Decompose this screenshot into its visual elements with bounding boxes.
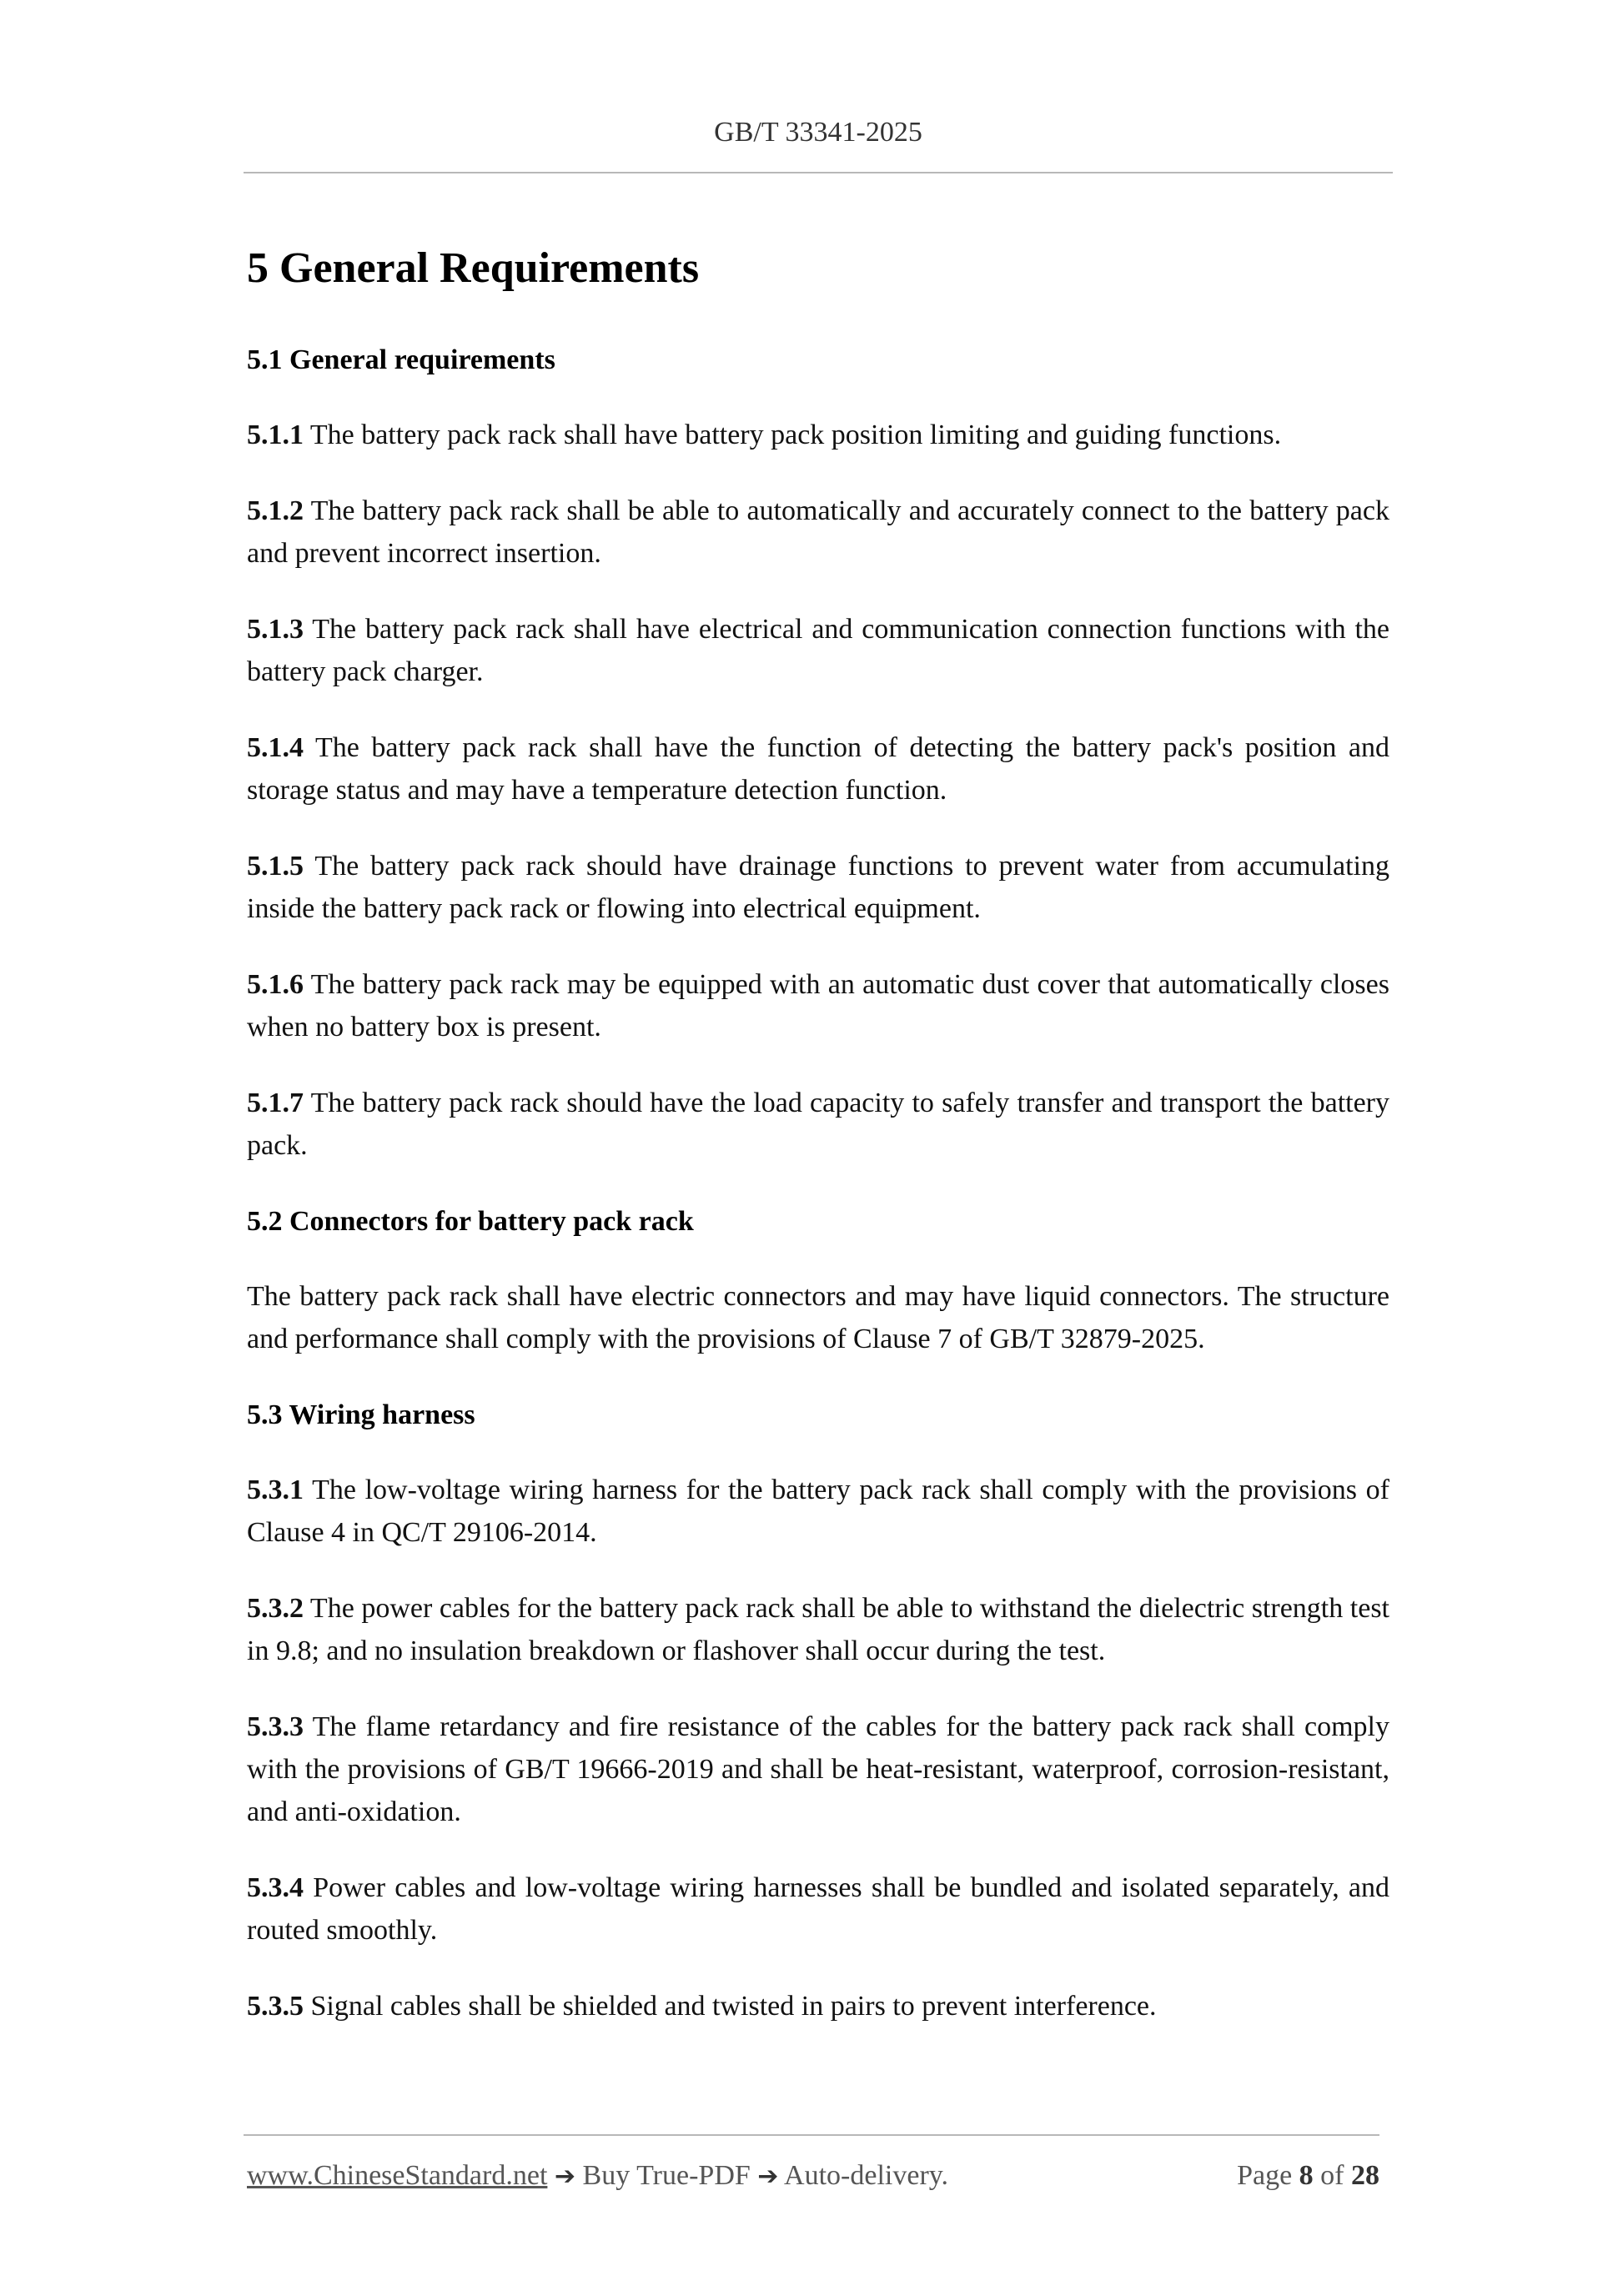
clause-number: 5.1.3 xyxy=(247,614,304,645)
clause-5-3-2 xyxy=(247,1587,1389,1672)
clause-text: The battery pack rack shall have electrical and communication connection functions with the battery pack charger. xyxy=(247,614,1389,687)
clause-5-1-7 xyxy=(247,1082,1389,1167)
page-header: GB/T 33341-2025 xyxy=(714,117,922,148)
page-content xyxy=(247,235,1389,2061)
arrow-right-icon: ➔ xyxy=(757,2162,779,2191)
subsection-heading-5-2: 5.2 Connectors for battery pack rack xyxy=(247,1206,694,1237)
page-number: 8 xyxy=(1299,2160,1314,2191)
clause-text: The flame retardancy and fire resistance of the cables for the battery pack rack shall comply with the provisions of GB/T 19666-2019 and shall be heat-resistant, waterproof, corrosion-resistant, and anti-oxidation. xyxy=(247,1711,1389,1827)
clause-number: 5.3.5 xyxy=(247,1991,304,2022)
footer-promo xyxy=(247,2155,948,2198)
clause-5-1-5 xyxy=(247,845,1389,930)
clause-5-1-4 xyxy=(247,726,1389,811)
clause-number: 5.3.4 xyxy=(247,1872,304,1903)
delivery-text: Auto-delivery. xyxy=(778,2160,949,2191)
clause-5-3-4 xyxy=(247,1866,1389,1952)
of-label: of xyxy=(1313,2160,1351,2191)
clause-number: 5.1.7 xyxy=(247,1088,304,1118)
clause-text: The battery pack rack shall have the function of detecting the battery pack's position and storage status and may have a temperature detection function. xyxy=(247,732,1389,806)
clause-number: 5.3.2 xyxy=(247,1593,304,1624)
clause-5-3-1 xyxy=(247,1469,1389,1554)
clause-text: Signal cables shall be shielded and twisted in pairs to prevent interference. xyxy=(304,1991,1157,2022)
subsection-heading-5-1: 5.1 General requirements xyxy=(247,344,555,375)
clause-5-1-6 xyxy=(247,963,1389,1048)
arrow-right-icon: ➔ xyxy=(554,2162,576,2191)
page-total: 28 xyxy=(1351,2160,1379,2191)
clause-5-3-5 xyxy=(247,1985,1389,2027)
section-title: 5 General Requirements xyxy=(247,244,700,292)
clause-number: 5.1.6 xyxy=(247,969,304,1000)
clause-text: Power cables and low-voltage wiring harnesses shall be bundled and isolated separately, and routed smoothly. xyxy=(247,1872,1389,1946)
clause-number: 5.3.3 xyxy=(247,1711,304,1742)
website-link[interactable]: www.ChineseStandard.net xyxy=(247,2160,548,2191)
clause-text: The low-voltage wiring harness for the battery pack rack shall comply with the provisions of Clause 4 in QC/T 29106-2014. xyxy=(247,1475,1389,1548)
clause-5-2-body: The battery pack rack shall have electric connectors and may have liquid connectors. The structure and performance shall comply with the provisions of Clause 7 of GB/T 32879-2025. xyxy=(247,1281,1389,1354)
clause-text: The battery pack rack may be equipped with an automatic dust cover that automatically closes when no battery box is present. xyxy=(247,969,1389,1042)
clause-number: 5.1.5 xyxy=(247,851,304,882)
clause-number: 5.3.1 xyxy=(247,1475,304,1505)
clause-text: The power cables for the battery pack rack shall be able to withstand the dielectric strength test in 9.8; and no insulation breakdown or flashover shall occur during the test. xyxy=(247,1593,1389,1666)
clause-number: 5.1.2 xyxy=(247,495,304,526)
subsection-heading-5-3: 5.3 Wiring harness xyxy=(247,1399,475,1430)
buy-text: Buy True-PDF xyxy=(575,2160,758,2191)
clause-5-3-3 xyxy=(247,1706,1389,1833)
clause-5-1-2 xyxy=(247,490,1389,575)
clause-5-1-3 xyxy=(247,608,1389,693)
footer-divider xyxy=(244,2134,1379,2136)
clause-number: 5.1.4 xyxy=(247,732,304,763)
clause-text: The battery pack rack shall be able to automatically and accurately connect to the battery pack and prevent incorrect insertion. xyxy=(247,495,1389,569)
clause-text: The battery pack rack should have drainage functions to prevent water from accumulating inside the battery pack rack or flowing into electrical equipment. xyxy=(247,851,1389,924)
clause-5-1-1 xyxy=(247,414,1389,456)
page-label: Page xyxy=(1237,2160,1299,2191)
clause-text: The battery pack rack should have the load capacity to safely transfer and transport the battery pack. xyxy=(247,1088,1389,1161)
page-indicator xyxy=(1237,2155,1379,2197)
clause-text: The battery pack rack shall have battery pack position limiting and guiding functions. xyxy=(304,420,1282,450)
clause-number: 5.1.1 xyxy=(247,420,304,450)
header-divider xyxy=(244,172,1393,173)
